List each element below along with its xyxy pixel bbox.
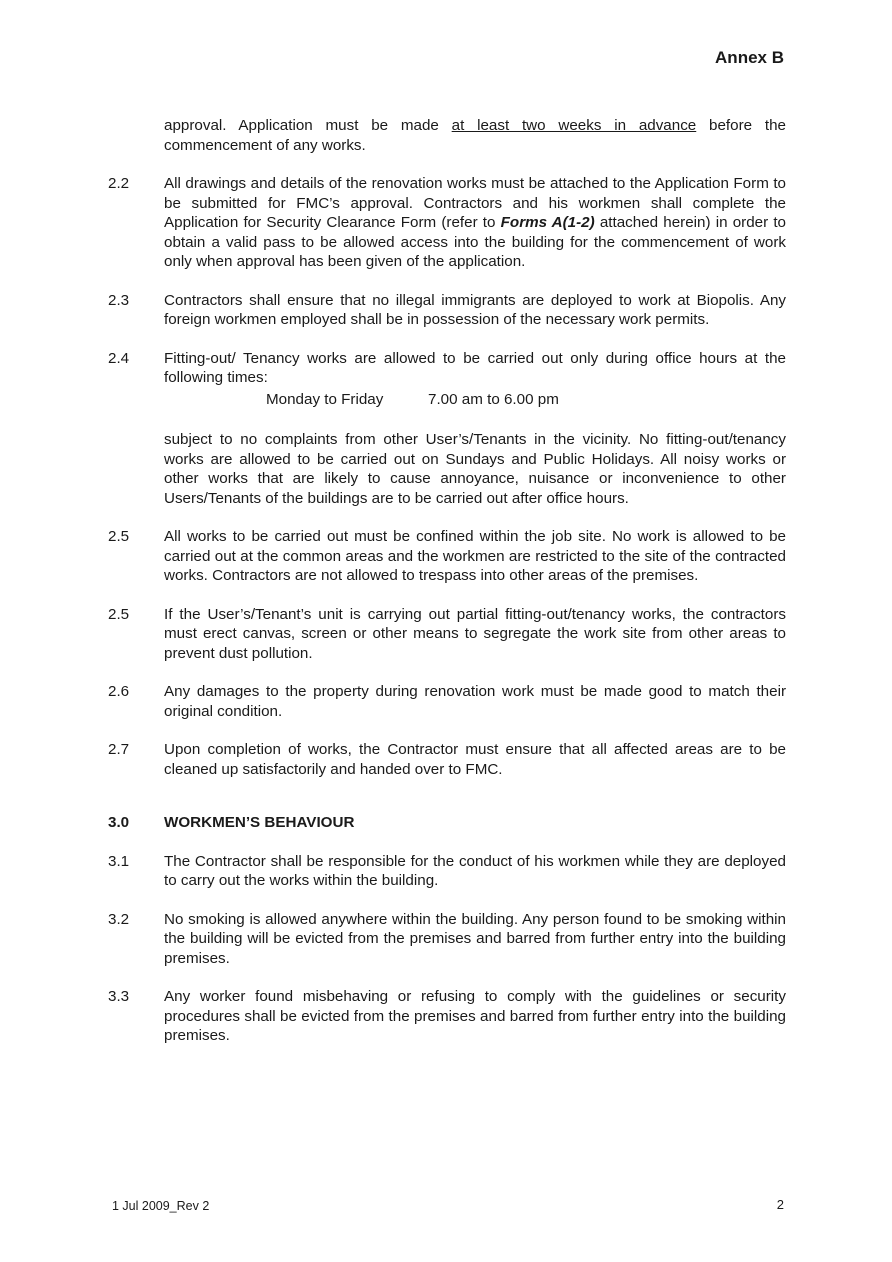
clause-number: 2.5 (108, 528, 130, 545)
page-number: 2 (776, 1197, 784, 1212)
clause-text: The Contractor shall be responsible for the conduct of his workmen while they are deployed to carry out the works within the building. (164, 852, 786, 889)
clause-text: If the User’s/Tenant’s unit is carrying out partial fitting-out/tenancy works, the contractors must erect canvas, screen or other means to segregate the work site from other areas to prevent dust pollution. (164, 605, 786, 662)
advance-notice-emphasis: at least two weeks in advance (451, 117, 697, 134)
clause-2-3 (108, 291, 786, 330)
clause-3-2 (108, 910, 786, 969)
clause-2-5-partial-works (108, 605, 786, 664)
clause-number: 3.1 (108, 852, 130, 870)
clause-2-7 (108, 740, 786, 779)
clause-2-6 (108, 682, 786, 721)
clause-3-3 (108, 987, 786, 1046)
clause-number: 2.2 (108, 175, 130, 192)
forms-reference: Forms A(1-2) (500, 214, 595, 231)
clause-2-5-job-site (108, 527, 786, 586)
section-number: 3.0 (108, 814, 130, 831)
clause-text: Fitting-out/ Tenancy works are allowed to be carried out only during office hours at the following times: (164, 349, 786, 386)
clause-number: 2.7 (108, 741, 130, 758)
clause-text: Any worker found misbehaving or refusing to comply with the guidelines or security procedures shall be evicted from the premises and barred from further entry into the building premises. (164, 988, 786, 1044)
clause-2-4 (108, 349, 786, 388)
clause-text: Any damages to the property during renovation work must be made good to match their original condition. (164, 683, 786, 720)
clause-3-1 (108, 852, 786, 891)
section-3-heading (108, 813, 786, 833)
clause-text: No smoking is allowed anywhere within the building. Any person found to be smoking within the building will be evicted from the premises and barred from further entry into the building premises. (164, 910, 786, 967)
clause-number: 2.6 (108, 683, 130, 700)
clause-number: 2.3 (108, 291, 130, 309)
clause-number: 2.5 (108, 605, 130, 623)
clause-text: All works to be carried out must be confined within the job site. No work is allowed to be carried out at the common areas and the workmen are restricted to the site of the contracted works. Contractors are not allowed to trespass into other areas of the premises. (164, 528, 786, 584)
clause-number: 2.4 (108, 349, 130, 367)
working-days: Monday to Friday (266, 390, 384, 408)
annex-label: Annex B (715, 48, 784, 67)
clause-number: 3.2 (108, 910, 130, 928)
clause-2-2 (108, 174, 786, 272)
clause-text: Upon completion of works, the Contractor must ensure that all affected areas are to be cleaned up satisfactorily and handed over to FMC. (164, 741, 786, 778)
working-hours-schedule (108, 390, 786, 410)
clause-number: 3.3 (108, 988, 130, 1005)
intro-paragraph: approval. Application must be made at least two weeks in advance before the commencement of any works. (164, 117, 786, 154)
clause-text: Contractors shall ensure that no illegal immigrants are deployed to work at Biopolis. Any foreign workmen employed shall be in possession of the necessary work permits. (164, 291, 786, 328)
working-hours: 7.00 am to 6.00 pm (428, 390, 559, 408)
clause-2-4-continuation: subject to no complaints from other User’s/Tenants in the vicinity. No fitting-out/tenancy works are allowed to be carried out on Sundays and Public Holidays. All noisy works or other works that are likely to cause annoyance, nuisance or inconvenience to other Users/Tenants of the buildings are to be carried out after office hours. (164, 431, 786, 507)
revision-footer: 1 Jul 2009_Rev 2 (112, 1199, 210, 1213)
clause-text: All drawings and details of the renovation works must be attached to the Application Form to be submitted for FMC’s approval. Contractors and his workmen shall complete the Application for Security Clearance Form (refer to Forms A(1-2) attached herein) in order to obtain a valid pass to be allowed access into the building for the commencement of work only when approval has been given of the application. (164, 175, 786, 270)
document-body (108, 116, 786, 1065)
section-title: WORKMEN’S BEHAVIOUR (164, 814, 355, 831)
